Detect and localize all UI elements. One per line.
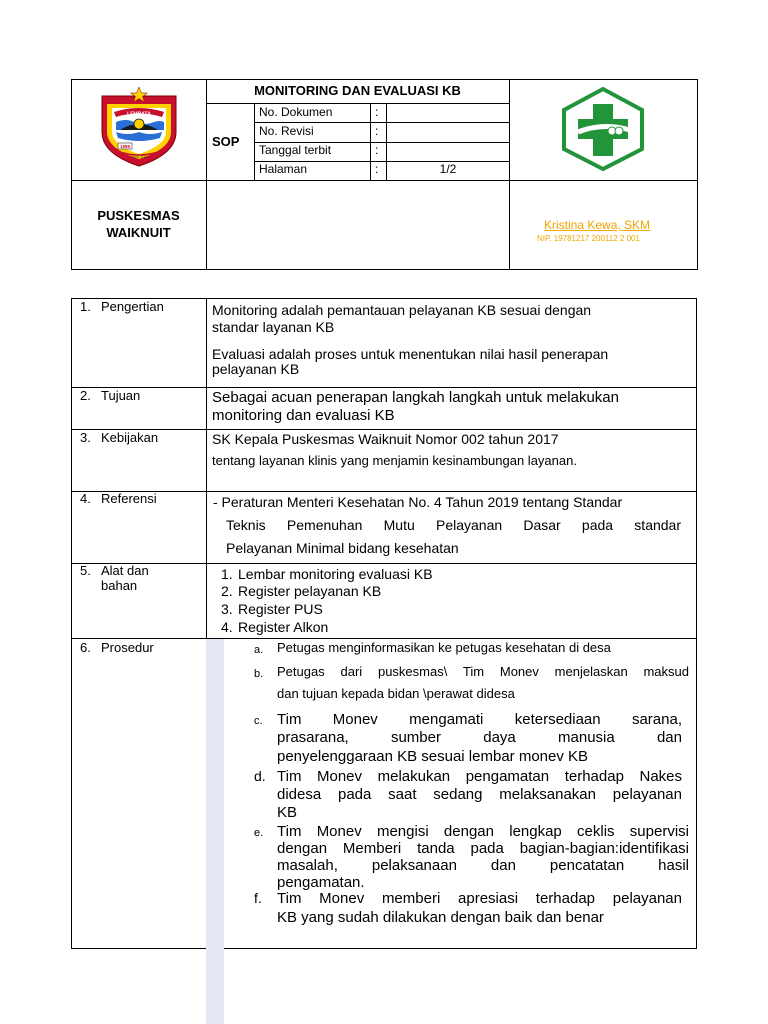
section-label: bahan (101, 578, 138, 593)
list-item: Register PUS (238, 601, 323, 617)
step-line: pengamatan. (277, 874, 365, 891)
doc-row-label: Tanggal terbit (259, 143, 332, 157)
doc-row-sep: : (375, 143, 379, 157)
step-line: dengan Memberi tanda pada bagian-bagian:identifikasi (277, 840, 689, 857)
list-item: Register pelayanan KB (238, 583, 382, 599)
section-label: Referensi (101, 491, 157, 506)
list-item: Lembar monitoring evaluasi KB (238, 566, 433, 582)
section-label: Prosedur (101, 640, 154, 655)
step-marker: f. (254, 890, 262, 906)
step-line: Petugas menginformasikan ke petugas kesehatan di desa (277, 640, 611, 655)
list-number: 1. (221, 566, 233, 582)
section-number: 6. (80, 640, 91, 655)
content-line: Sebagai acuan penerapan langkah langkah untuk melakukan (212, 389, 619, 406)
section-number: 3. (80, 430, 91, 445)
content-line: Teknis Pemenuhan Mutu Pelayanan Dasar pada standar (226, 517, 681, 533)
step-line: KB yang sudah dilakukan dengan baik dan benar (277, 909, 604, 926)
step-line: Tim Monev melakukan pengamatan terhadap Nakes (277, 768, 682, 785)
step-marker: c. (254, 715, 263, 727)
content-line: monitoring dan evaluasi KB (212, 407, 395, 424)
logo-text: LEMBATA (127, 111, 151, 118)
list-number: 3. (221, 601, 233, 617)
step-line: Tim Monev memberi apresiasi terhadap pelayanan (277, 890, 682, 907)
page-value: 1/2 (439, 162, 457, 176)
signer-nip: NIP. 19781217 200112 2 001 (537, 234, 640, 243)
sop-label: SOP (212, 134, 240, 149)
shaded-band (206, 639, 224, 1024)
step-marker: a. (254, 644, 264, 656)
step-line: Tim Monev mengisi dengan lengkap ceklis supervisi (277, 823, 689, 840)
content-line: pelayanan KB (212, 361, 300, 377)
content-line: Pelayanan Minimal bidang kesehatan (226, 540, 459, 556)
content-line: tentang layanan klinis yang menjamin kesinambungan layanan. (212, 453, 577, 468)
doc-row-sep: : (375, 105, 379, 119)
step-line: didesa pada saat sedang melaksanakan pelayanan (277, 786, 682, 803)
puskesmas-logo (558, 86, 648, 172)
content-line: Evaluasi adalah proses untuk menentukan nilai hasil penerapan (212, 346, 609, 362)
step-marker: e. (254, 827, 264, 839)
section-label: Tujuan (101, 388, 141, 403)
step-line: penyelenggaraan KB sesuai lembar monev KB (277, 748, 589, 765)
section-number: 1. (80, 299, 91, 314)
step-line: prasarana, sumber daya manusia dan (277, 729, 682, 746)
institution-name: PUSKESMAS (97, 208, 180, 223)
step-line: masalah, pelaksanaan dan pencatatan hasil (277, 857, 689, 874)
sop-title: MONITORING DAN EVALUASI KB (254, 83, 461, 98)
step-line: KB (277, 804, 298, 821)
doc-row-sep: : (375, 162, 379, 176)
lembata-logo (98, 86, 180, 168)
step-marker: b. (254, 668, 264, 680)
institution-name: WAIKNUIT (106, 225, 171, 240)
content-line: Monitoring adalah pemantauan pelayanan KB sesuai dengan (212, 302, 592, 318)
section-label: Pengertian (101, 299, 164, 314)
signer-name: Kristina Kewa, SKM (544, 218, 651, 232)
logo-motto: TAAN TOU (130, 155, 148, 159)
section-number: 5. (80, 563, 91, 578)
step-marker: d. (254, 768, 266, 784)
doc-row-label: Halaman (259, 162, 308, 176)
content-line: - Peraturan Menteri Kesehatan No. 4 Tahun 2019 tentang Standar (213, 494, 623, 510)
list-number: 2. (221, 583, 233, 599)
section-number: 4. (80, 491, 91, 506)
doc-row-label: No. Dokumen (259, 105, 333, 119)
step-line: Petugas dari puskesmas\ Tim Monev menjelaskan maksud (277, 664, 689, 679)
section-label: Kebijakan (101, 430, 159, 445)
step-line: dan tujuan kepada bidan \perawat didesa (277, 686, 515, 701)
step-line: Tim Monev mengamati ketersediaan sarana, (277, 711, 682, 728)
doc-row-sep: : (375, 124, 379, 138)
section-number: 2. (80, 388, 91, 403)
content-line: SK Kepala Puskesmas Waiknuit Nomor 002 tahun 2017 (212, 431, 559, 447)
logo-year: 1999 (119, 144, 131, 149)
doc-row-label: No. Revisi (259, 124, 314, 138)
content-line: standar layanan KB (212, 319, 335, 335)
section-label: Alat dan (101, 563, 149, 578)
list-number: 4. (221, 619, 233, 635)
list-item: Register Alkon (238, 619, 329, 635)
